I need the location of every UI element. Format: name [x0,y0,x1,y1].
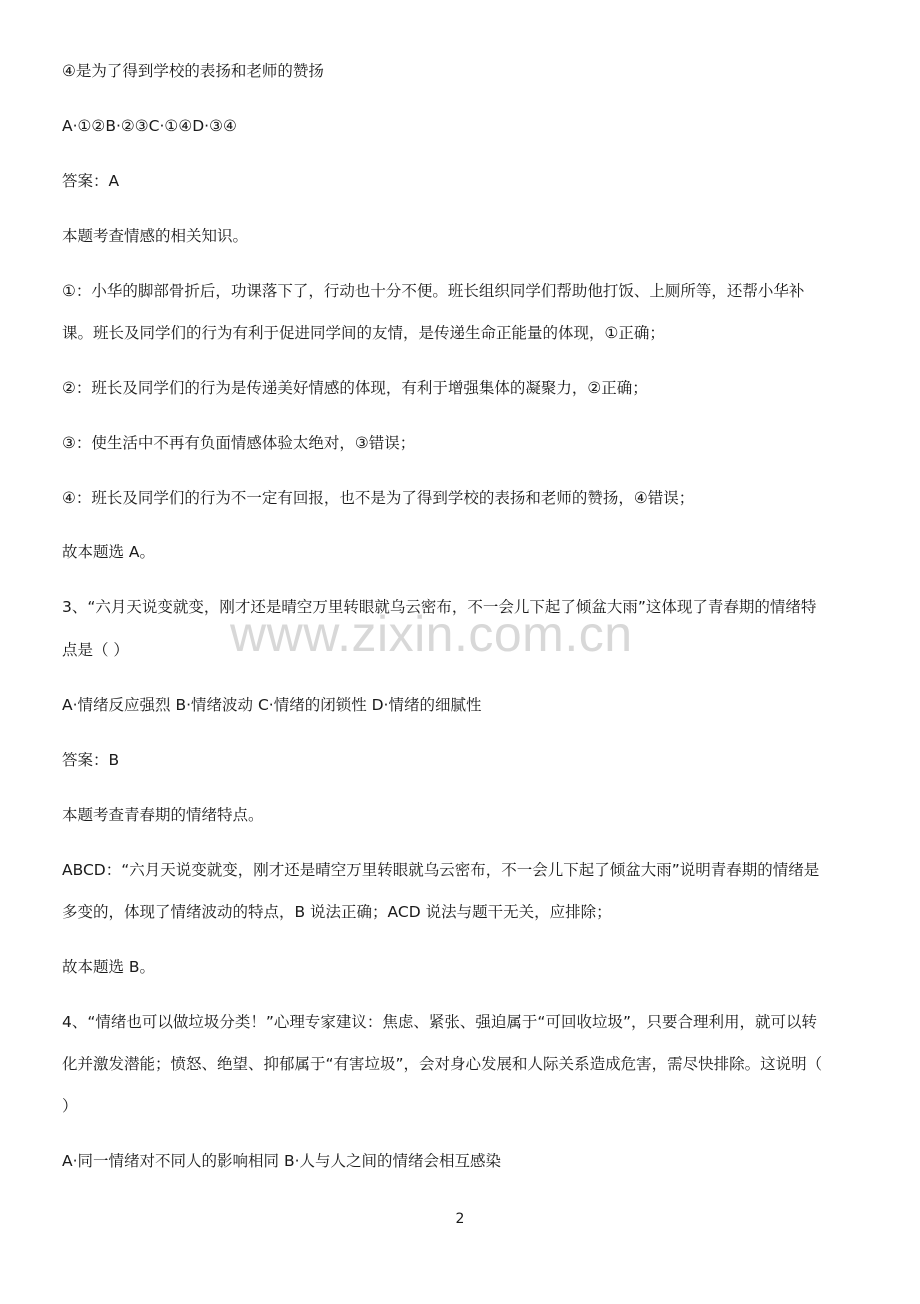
text-line: 故本题选 B。 [62,958,156,976]
text-line: ②：班长及同学们的行为是传递美好情感的体现，有利于增强集体的凝聚力，②正确； [62,379,648,397]
question-line: 4、“情绪也可以做垃圾分类！”心理专家建议：焦虑、紧张、强迫属于“可回收垃圾”，只要合理利用，就可以转 [62,1013,817,1031]
text-line: 课。班长及同学们的行为有利于促进同学间的友情，是传递生命正能量的体现，①正确； [62,324,665,342]
text-line: ③：使生活中不再有负面情感体验太绝对，③错误； [62,434,416,452]
page-number: 2 [455,1211,465,1227]
answer-line: 答案：B [62,751,120,769]
text-line: ④：班长及同学们的行为不一定有回报，也不是为了得到学校的表扬和老师的赞扬，④错误； [62,489,695,507]
options-line: A·情绪反应强烈 B·情绪波动 C·情绪的闭锁性 D·情绪的细腻性 [62,696,482,714]
question-line: 3、“六月天说变就变，刚才还是晴空万里转眼就乌云密布，不一会儿下起了倾盆大雨”这体现了青春期的情绪特 [62,598,817,616]
options-line: A·①②B·②③C·①④D·③④ [62,117,237,135]
text-line: ①：小华的脚部骨折后，功课落下了，行动也十分不便。班长组织同学们帮助他打饭、上厕所等，还帮小华补 [62,282,805,300]
text-line: 多变的，体现了情绪波动的特点，B 说法正确；ACD 说法与题干无关，应排除； [62,903,612,921]
question-line: ） [62,1097,78,1115]
text-line: 故本题选 A。 [62,543,156,561]
question-line: 化并激发潜能；愤怒、绝望、抑郁属于“有害垃圾”，会对身心发展和人际关系造成危害，需尽快排除。这说明（ [62,1055,823,1073]
options-line: A·同一情绪对不同人的影响相同 B·人与人之间的情绪会相互感染 [62,1152,502,1170]
watermark: www.zixin.com.cn [230,606,633,662]
text-line: ④是为了得到学校的表扬和老师的赞扬 [62,62,324,80]
text-line: 本题考查情感的相关知识。 [62,227,249,245]
question-line: 点是（ ） [62,641,129,659]
text-line: 本题考查青春期的情绪特点。 [62,806,264,824]
answer-line: 答案：A [62,172,120,190]
text-line: ABCD：“六月天说变就变，刚才还是晴空万里转眼就乌云密布，不一会儿下起了倾盆大雨”说明青春期的情绪是 [62,861,820,879]
